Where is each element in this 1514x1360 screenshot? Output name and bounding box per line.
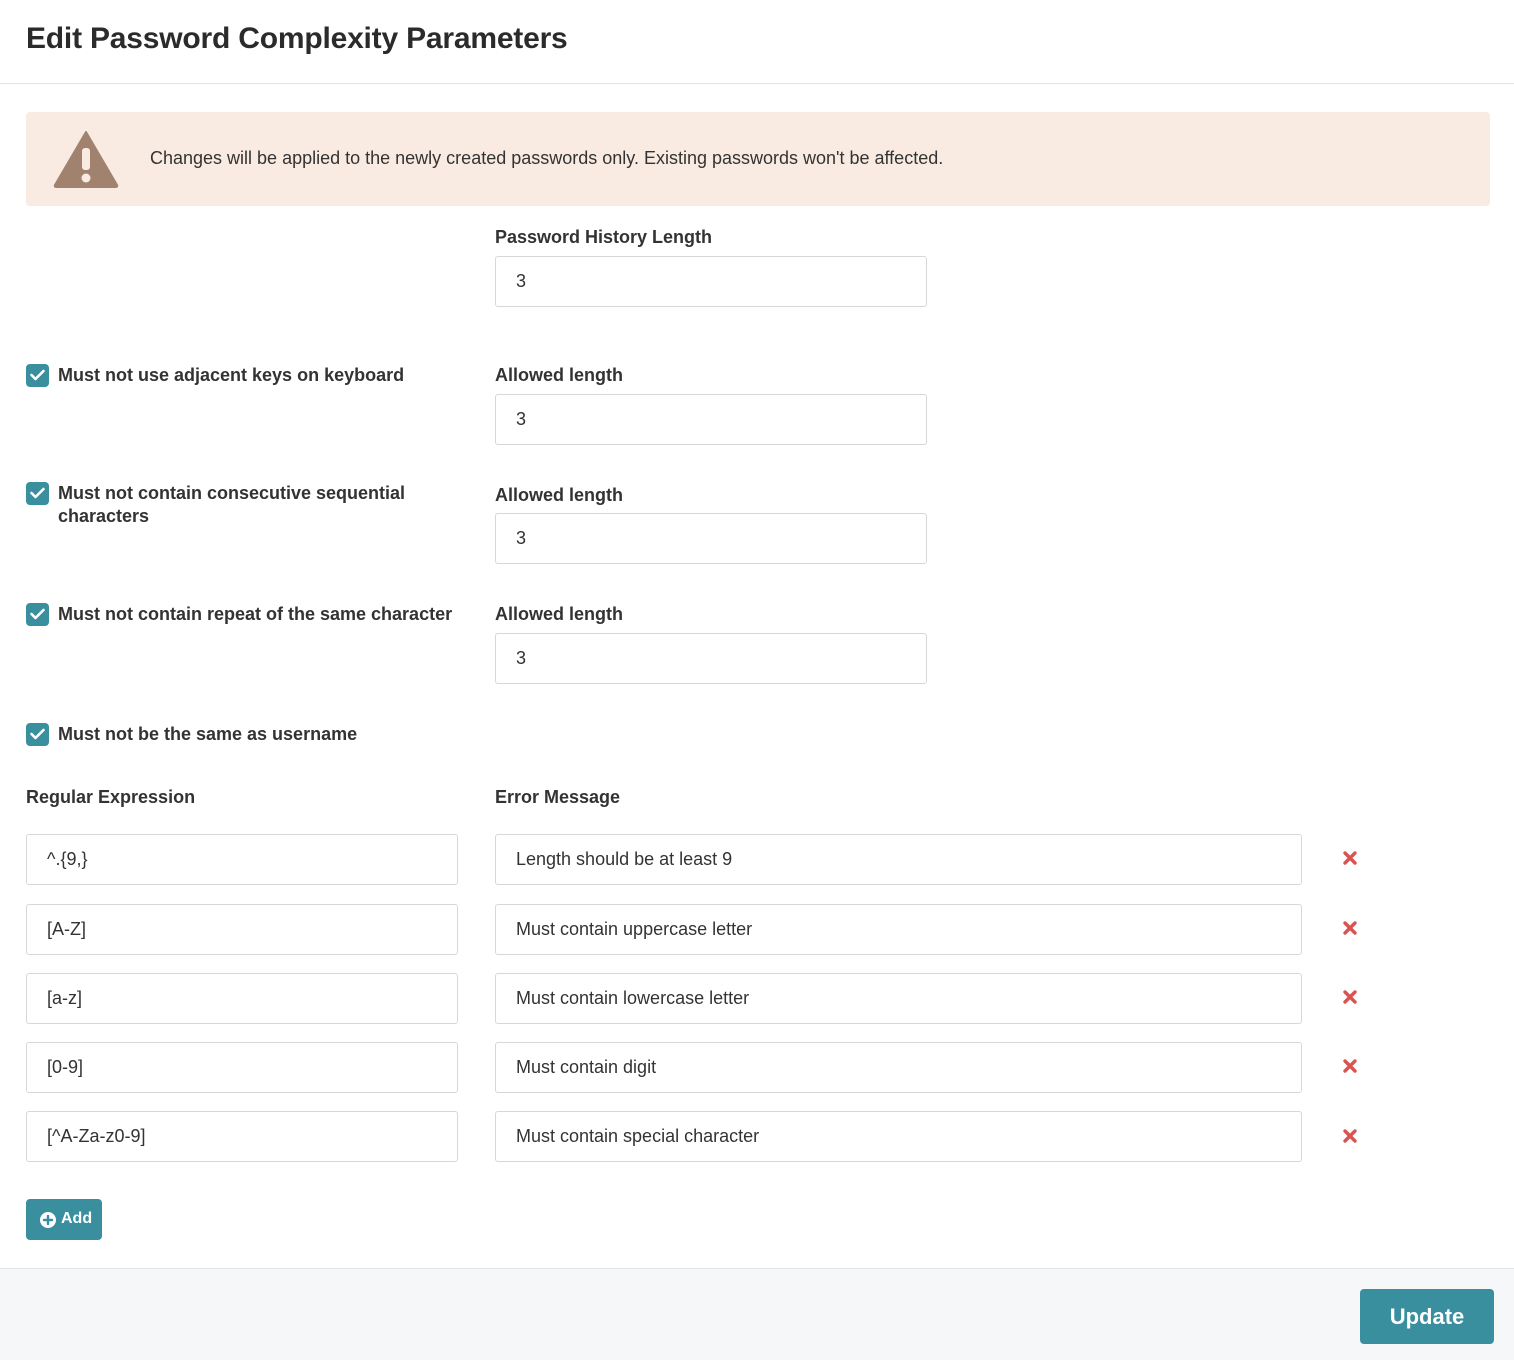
delete-icon[interactable] <box>1342 850 1358 866</box>
warning-icon <box>53 130 119 188</box>
adjacent-keys-length-label: Allowed length <box>495 365 623 385</box>
sequential-chars-label: Must not contain consecutive sequential characters <box>58 483 406 526</box>
repeat-chars-length-input[interactable]: 3 <box>495 633 927 684</box>
add-rule-button[interactable] <box>26 1199 102 1240</box>
error-message-input[interactable]: Must contain uppercase letter <box>495 904 1302 955</box>
regex-input[interactable]: ^.{9,} <box>26 834 458 885</box>
delete-icon[interactable] <box>1342 1058 1358 1074</box>
delete-icon[interactable] <box>1342 989 1358 1005</box>
page-header <box>0 0 1514 84</box>
adjacent-keys-label: Must not use adjacent keys on keyboard <box>58 365 405 385</box>
dialog-footer <box>0 1268 1514 1360</box>
history-length-input[interactable]: 3 <box>495 256 927 307</box>
repeat-chars-label: Must not contain repeat of the same character <box>58 604 453 624</box>
repeat-chars-checkbox[interactable] <box>26 603 49 626</box>
add-button-label: Add <box>61 1210 93 1227</box>
error-message-input[interactable]: Must contain lowercase letter <box>495 973 1302 1024</box>
repeat-chars-length-label: Allowed length <box>495 604 623 624</box>
check-icon <box>30 728 45 740</box>
update-button[interactable]: Update <box>1360 1289 1494 1344</box>
delete-icon[interactable] <box>1342 1128 1358 1144</box>
error-message-input[interactable]: Must contain digit <box>495 1042 1302 1093</box>
error-message-input[interactable]: Must contain special character <box>495 1111 1302 1162</box>
adjacent-keys-length-input[interactable]: 3 <box>495 394 927 445</box>
check-icon <box>30 487 45 499</box>
same-as-username-checkbox[interactable] <box>26 723 49 746</box>
plus-circle-icon <box>40 1212 56 1228</box>
check-icon <box>30 608 45 620</box>
check-icon <box>30 369 45 381</box>
error-message-column-header: Error Message <box>495 787 621 807</box>
sequential-chars-length-input[interactable]: 3 <box>495 513 927 564</box>
alert-message: Changes will be applied to the newly created passwords only. Existing passwords won't be affected. <box>150 148 944 168</box>
delete-icon[interactable] <box>1342 920 1358 936</box>
sequential-chars-checkbox[interactable] <box>26 482 49 505</box>
page-title: Edit Password Complexity Parameters <box>26 22 568 55</box>
error-message-input[interactable]: Length should be at least 9 <box>495 834 1302 885</box>
history-length-label: Password History Length <box>495 227 713 247</box>
regex-input[interactable]: [A-Z] <box>26 904 458 955</box>
same-as-username-label: Must not be the same as username <box>58 724 358 744</box>
adjacent-keys-checkbox[interactable] <box>26 364 49 387</box>
regex-input[interactable]: [a-z] <box>26 973 458 1024</box>
warning-alert <box>26 112 1490 206</box>
sequential-chars-length-label: Allowed length <box>495 485 623 505</box>
regex-column-header: Regular Expression <box>26 787 196 807</box>
regex-input[interactable]: [^A-Za-z0-9] <box>26 1111 458 1162</box>
regex-input[interactable]: [0-9] <box>26 1042 458 1093</box>
